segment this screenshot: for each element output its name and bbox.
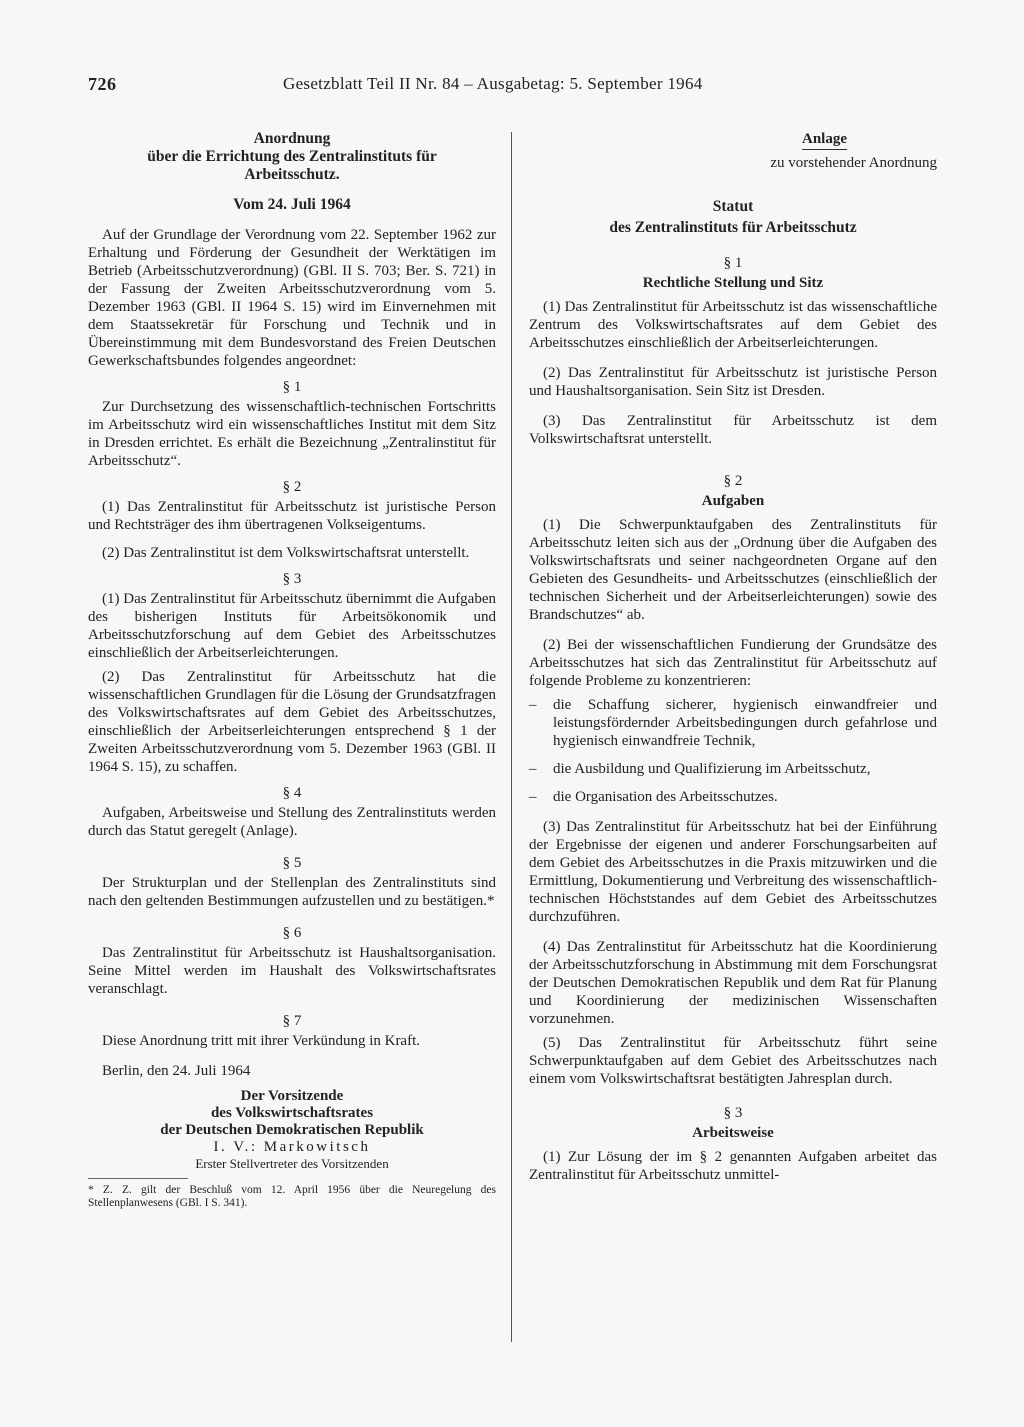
signature-block <box>88 1088 496 1172</box>
statute-section-3-subtitle: Arbeitsweise <box>692 1125 774 1141</box>
section-3-heading: § 3 <box>282 571 302 587</box>
section-2-para-2: (2) Das Zentralinstitut ist dem Volkswirtschaftsrat unterstellt. <box>102 545 470 561</box>
signature-role: Erster Stellvertreter des Vorsitzenden <box>195 1156 389 1171</box>
statute-section-2-heading: § 2 <box>723 473 743 489</box>
footnote-rule <box>88 1178 188 1182</box>
task-list <box>529 696 937 806</box>
decree-title-line-1: Anordnung <box>253 130 331 147</box>
statute-section-2-para-5: (5) Das Zentralinstitut für Arbeitsschutz führt seine Schwerpunktaufgaben auf dem Gebiet des Arbeitsschutzes nach einem vom Volkswirtschaftsrat bestätigten Jahresplan durch. <box>529 1035 937 1087</box>
section-2-para-1: (1) Das Zentralinstitut für Arbeitsschutz ist juristische Person und Rechtsträger des ihm übertragenen Volkseigentums. <box>88 499 496 533</box>
statute-section-1-para-1: (1) Das Zentralinstitut für Arbeitsschutz ist das wissenschaftliche Zentrum des Volkswirtschaftsrates auf dem Gebiet des Arbeitsschutzes einschließlich der Arbeitserleichterungen. <box>529 299 937 351</box>
section-2-heading: § 2 <box>282 479 302 495</box>
signature-line-2: des Volkswirtschaftsrates <box>210 1105 374 1121</box>
right-column <box>529 130 937 1184</box>
left-column <box>88 130 496 1210</box>
decree-title-line-3: Arbeitsschutz. <box>244 166 340 183</box>
statute-section-2-para-1: (1) Die Schwerpunktaufgaben des Zentralinstituts für Arbeitsschutz leiten sich aus der „Ordnung über die Aufgaben des Volkswirtschaftsrats und seiner nachgeordneten Organe auf den Gebieten des Gesundheits- und Arbeitsschutzes (einschließlich der technischen Sicherheit und der Arbeitserleichterungen) sowie des Brandschutzes“ ab. <box>529 517 937 623</box>
statute-section-3-heading: § 3 <box>723 1105 743 1121</box>
list-item: – die Schaffung sicherer, hygienisch einwandfreier und leistungsfördernder Arbeitsbedingungen durch gefahrlose und hygienisch einwandfreie Technik, <box>529 696 937 750</box>
list-item: – die Organisation des Arbeitsschutzes. <box>529 788 937 806</box>
statute-section-1-para-2: (2) Das Zentralinstitut für Arbeitsschutz ist juristische Person und Haushaltsorganisation. Sein Sitz ist Dresden. <box>529 365 937 399</box>
statute-section-2-para-3: (3) Das Zentralinstitut für Arbeitsschutz hat bei der Einführung der Ergebnisse der eigenen und anderer Forschungsarbeiten auf dem Gebiet des Arbeitsschutzes in die Praxis mitzuwirken und die Ermittlung, Dokumentierung und Verbreitung des wissenschaftlich-technischen Höchststandes auf dem Gebiet des Arbeitsschutzes durchzuführen. <box>529 819 937 925</box>
statute-title <box>529 196 937 238</box>
footnote: * Z. Z. gilt der Beschluß vom 12. April 1956 über die Neuregelung des Stellenplanwesens (GBl. I S. 341). <box>88 1184 496 1209</box>
section-6-heading: § 6 <box>282 925 302 941</box>
annex-heading <box>529 130 937 150</box>
section-6-text: Das Zentralinstitut für Arbeitsschutz ist Haushaltsorganisation. Seine Mittel werden im Haushalt des Volkswirtschaftsrates veranschlagt. <box>88 945 496 997</box>
place-date: Berlin, den 24. Juli 1964 <box>102 1063 251 1079</box>
statute-title-line-2: des Zentralinstituts für Arbeitsschutz <box>609 219 857 236</box>
page-number: 726 <box>88 74 117 94</box>
section-7-text: Diese Anordnung tritt mit ihrer Verkündung in Kraft. <box>102 1033 421 1049</box>
running-header: Gesetzblatt Teil II Nr. 84 – Ausgabetag: 5. September 1964 <box>283 74 703 93</box>
statute-section-3-para-1: (1) Zur Lösung der im § 2 genannten Aufgaben arbeitet das Zentralinstitut für Arbeitsschutz unmittel- <box>529 1149 937 1183</box>
statute-section-2-para-2: (2) Bei der wissenschaftlichen Fundierung der Grundsätze des Arbeitsschutzes hat sich das Zentralinstitut für Arbeitsschutz auf folgende Probleme zu konzentrieren: <box>529 637 937 689</box>
decree-title-line-2: über die Errichtung des Zentralinstituts für <box>147 148 437 165</box>
section-5-text: Der Strukturplan und der Stellenplan des Zentralinstituts sind nach den geltenden Bestimmungen aufzustellen und zu bestätigen.* <box>88 875 496 909</box>
signature-line-3: der Deutschen Demokratischen Republik <box>160 1122 424 1138</box>
decree-title <box>88 130 496 184</box>
section-1-text: Zur Durchsetzung des wissenschaftlich-technischen Fortschritts im Arbeitsschutz wird ein wissenschaftliches Institut mit dem Sitz in Dresden errichtet. Es erhält die Bezeichnung „Zentralinstitut für Arbeitsschutz“. <box>88 399 496 469</box>
section-3-para-2: (2) Das Zentralinstitut für Arbeitsschutz hat die wissenschaftlichen Grundlagen für die Lösung der Grundsatzfragen des Volkswirtschaftsrates auf dem Gebiet des Arbeitsschutzes, einschließlich der Arbeitserleichterungen entsprechend § 1 der Zweiten Arbeitsschutzverordnung vom 5. Dezember 1963 (GBl. II 1964 S. 15), zu schaffen. <box>88 669 496 775</box>
statute-section-1-para-3: (3) Das Zentralinstitut für Arbeitsschutz ist dem Volkswirtschaftsrat unterstellt. <box>529 413 937 447</box>
list-item: – die Ausbildung und Qualifizierung im Arbeitsschutz, <box>529 760 937 778</box>
section-3-para-1: (1) Das Zentralinstitut für Arbeitsschutz übernimmt die Aufgaben des bisherigen Instituts für Arbeitsökonomik und Arbeitsschutzforschung auf dem Gebiet des Arbeitsschutzes einschließlich der Arbeitserleichterungen. <box>88 591 496 661</box>
section-4-text: Aufgaben, Arbeitsweise und Stellung des Zentralinstituts werden durch das Statut geregelt (Anlage). <box>88 805 496 839</box>
statute-section-1-heading: § 1 <box>723 255 743 271</box>
signature-name: I. V.: Markowitsch <box>213 1139 371 1155</box>
section-7-heading: § 7 <box>282 1013 302 1029</box>
statute-title-line-1: Statut <box>712 198 754 215</box>
column-divider <box>511 132 512 1342</box>
statute-section-2-para-4: (4) Das Zentralinstitut für Arbeitsschutz hat die Koordinierung der Arbeitsschutzforschung in Abstimmung mit dem Forschungsrat der Deutschen Demokratischen Republik und dem Rat für Planung und Koordinierung der medizinischen Wissenschaften vorzunehmen. <box>529 939 937 1027</box>
annex-title: Anlage <box>802 130 847 150</box>
preamble: Auf der Grundlage der Verordnung vom 22. September 1962 zur Erhaltung und Förderung der Gesundheit der Werktätigen im Betrieb (Arbeitsschutzverordnung) (GBl. II S. 703; Ber. S. 721) in der Fassung der Zweiten Arbeitsschutzverordnung vom 5. Dezember 1963 (GBl. II 1964 S. 15) wird im Einvernehmen mit dem Staatssekretär für Forschung und Technik und in Übereinstimmung mit dem Bundesvorstand des Freien Deutschen Gewerkschaftsbundes folgendes angeordnet: <box>88 227 496 369</box>
statute-section-1-subtitle: Rechtliche Stellung und Sitz <box>642 275 824 291</box>
decree-date: Vom 24. Juli 1964 <box>233 196 351 213</box>
statute-section-2-subtitle: Aufgaben <box>701 493 765 509</box>
annex-subtitle: zu vorstehender Anordnung <box>770 155 937 171</box>
signature-line-1: Der Vorsitzende <box>240 1088 344 1104</box>
section-1-heading: § 1 <box>282 379 302 395</box>
section-5-heading: § 5 <box>282 855 302 871</box>
section-4-heading: § 4 <box>282 785 302 801</box>
